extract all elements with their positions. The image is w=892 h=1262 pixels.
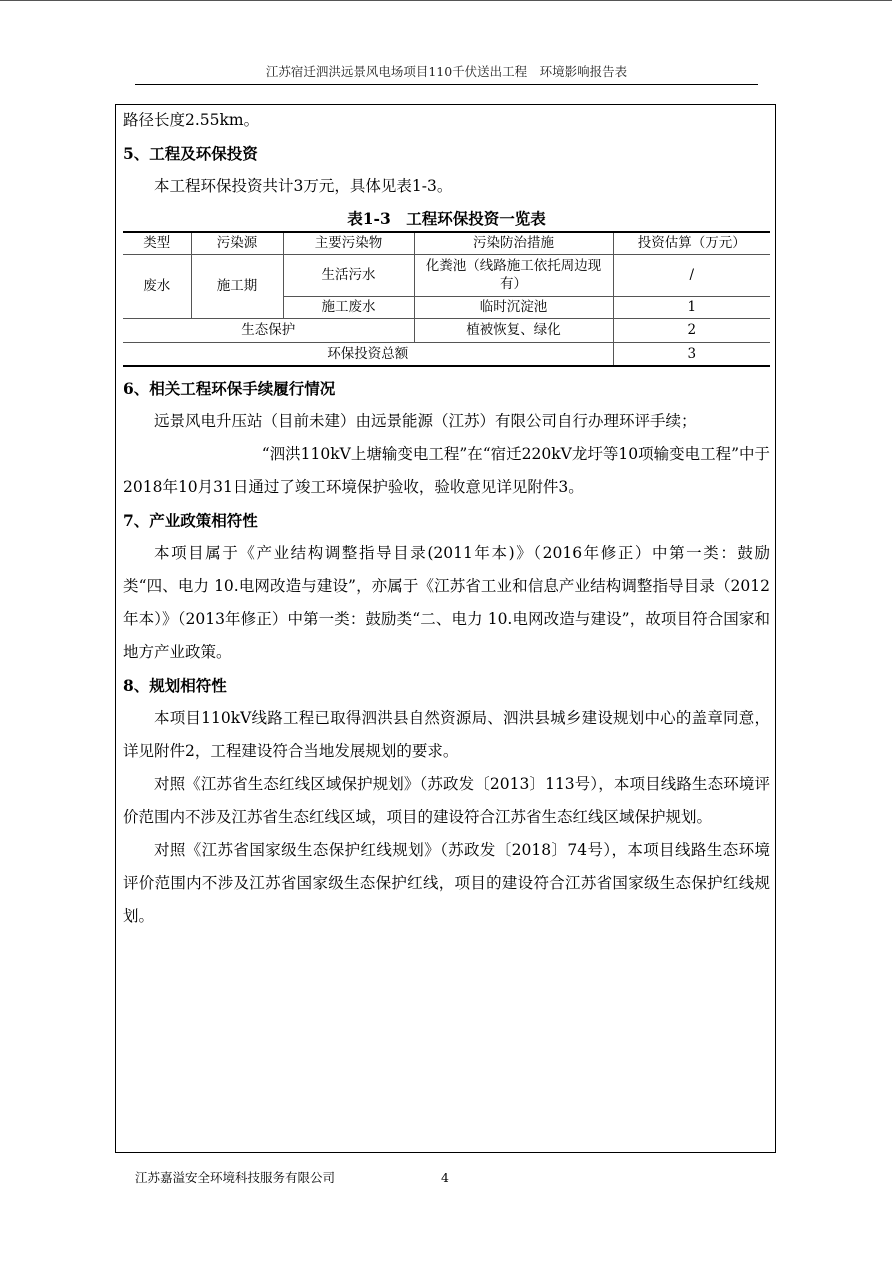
source-cell: 施工期 [191,254,283,318]
total-label-cell: 环保投资总额 [123,342,613,366]
section-7-paragraph: 本项目属于《产业结构调整指导目录(2011年本)》（2016年修正）中第一类：鼓励类“四、电力 10.电网改造与建设”，亦属于《江苏省工业和信息产业结构调整指导目录（2012年本）》（2013年修正）中第一类：鼓励类“二、电力 10.电网改造与建设”，故项目符合国家和地方产业政策。 [123,544,770,661]
section-6-paragraph-1: 远景风电升压站（目前未建）由远景能源（江苏）有限公司自行办理环评手续； [154,412,697,430]
page-number: 4 [441,1170,449,1185]
section-5-heading: 5、工程及环保投资 [123,144,258,163]
total-cost-cell: 3 [613,342,770,366]
section-8-paragraph-3: 对照《江苏省国家级生态保护红线规划》（苏政发〔2018〕74号），本项目线路生态环境评价范围内不涉及江苏省国家级生态保护红线，项目的建设符合江苏省国家级生态保护红线规划。 [123,841,770,925]
table-header-cell: 污染源 [191,232,283,254]
table-header-cell: 污染防治措施 [414,232,613,254]
table-header-cell: 类型 [123,232,191,254]
pollutant-cell: 生活污水 [283,254,414,296]
cost-cell: / [613,254,770,296]
table-row [123,254,770,296]
section-8-paragraph-1: 本项目110kV线路工程已取得泗洪县自然资源局、泗洪县城乡建设规划中心的盖章同意，详见附件2，工程建设符合当地发展规划的要求。 [123,709,770,760]
section-8-heading: 8、规划相符性 [123,676,227,695]
measure-cell: 临时沉淀池 [414,296,613,318]
pollutant-cell: 施工废水 [283,296,414,318]
section-8-paragraph-2: 对照《江苏省生态红线区域保护规划》（苏政发〔2013〕113号），本项目线路生态环境评价范围内不涉及江苏省生态红线区域，项目的建设符合江苏省生态红线区域保护规划。 [123,775,770,826]
page-header: 江苏宿迁泗洪远景风电场项目110千伏送出工程 环境影响报告表 [265,64,628,79]
section-6-heading: 6、相关工程环保手续履行情况 [123,379,336,398]
footer-company: 江苏嘉溢安全环境科技服务有限公司 [135,1170,336,1185]
header-rule [135,84,758,85]
type-cell: 废水 [123,254,191,318]
cost-cell: 1 [613,296,770,318]
table-header-cell: 投资估算（万元） [613,232,770,254]
table-title: 表1-3 工程环保投资一览表 [347,209,546,228]
top-edge-line [0,0,892,1]
table-header-cell: 主要污染物 [283,232,414,254]
table-row [123,318,770,342]
measure-cell: 植被恢复、绿化 [414,318,613,342]
section-5-text: 本工程环保投资共计3万元，具体见表1-3。 [154,177,453,195]
section-6-paragraph-2-line-2: 2018年10月31日通过了竣工环境保护验收，验收意见详见附件3。 [123,478,584,496]
route-length-text: 路径长度2.55km。 [123,111,260,129]
document-body [123,104,770,933]
cost-cell: 2 [613,318,770,342]
category-cell: 生态保护 [123,318,414,342]
measure-cell: 化粪池（线路施工依托周边现有） [414,254,613,296]
section-7-heading: 7、产业政策相符性 [123,511,258,530]
section-6-paragraph-2-line-1: “泗洪110kV上塘输变电工程”在“宿迁220kV龙圩等10项输变电工程”中于 [261,445,770,463]
table-header-row [123,232,770,254]
table-total-row [123,342,770,366]
investment-table [123,231,770,367]
